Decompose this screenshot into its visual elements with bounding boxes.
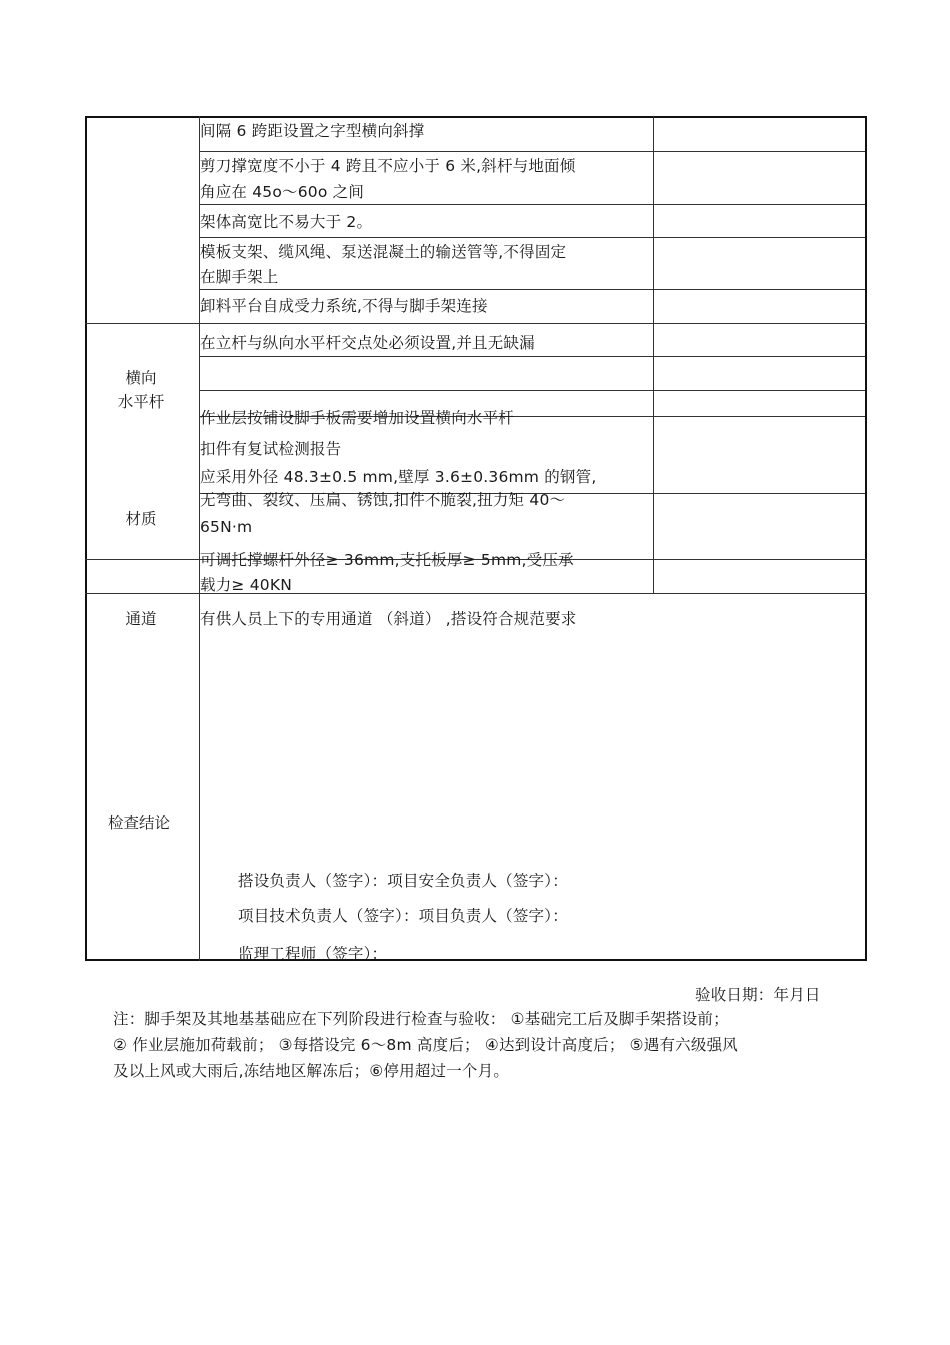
cell-text: 在脚手架上 xyxy=(200,268,279,286)
category-label: 材质 xyxy=(125,510,157,528)
cell-text: 应采用外径 48.3±0.5 mm,壁厚 3.6±0.36mm 的钢管, xyxy=(200,468,597,486)
row-line xyxy=(199,151,865,152)
row-line xyxy=(199,356,865,357)
cell-text: 有供人员上下的专用通道 （斜道） ,搭设符合规范要求 xyxy=(200,610,577,628)
signature-line: 项目技术负责人（签字）：项目负责人（签字）： xyxy=(238,907,568,925)
row-line xyxy=(199,289,865,290)
col-divider-2 xyxy=(653,116,654,594)
note-line: 注：脚手架及其地基基础应在下列阶段进行检查与验收： ①基础完工后及脚手架搭设前； xyxy=(113,1010,729,1028)
table-right-border xyxy=(865,116,867,961)
cell-text: 无弯曲、裂纹、压扁、锈蚀,扣件不脆裂,扭力矩 40～ xyxy=(200,491,566,509)
cell-text: 卸料平台自成受力系统,不得与脚手架连接 xyxy=(200,297,488,315)
cell-text: 扣件有复试检测报告 xyxy=(200,440,342,458)
cell-text: 剪刀撑宽度不小于 4 跨且不应小于 6 米,斜杆与地面倾 xyxy=(200,157,576,175)
cell-text: 模板支架、缆风绳、泵送混凝土的输送管等,不得固定 xyxy=(200,243,567,261)
cell-text: 65N·m xyxy=(200,518,253,536)
acceptance-date: 验收日期：年月日 xyxy=(695,986,821,1004)
cell-text: 架体高宽比不易大于 2。 xyxy=(200,213,373,231)
category-label: 水平杆 xyxy=(117,393,165,411)
table-bottom-border xyxy=(85,959,867,961)
category-label: 横向 xyxy=(125,369,157,387)
cell-text: 间隔 6 跨距设置之字型横向斜撑 xyxy=(200,122,425,140)
signature-line: 搭设负责人（签字）：项目安全负责人（签字）： xyxy=(238,872,568,890)
category-label: 通道 xyxy=(125,610,157,628)
row-line xyxy=(199,237,865,238)
cell-text: 可调托撑螺杆外径≥ 36mm,支托板厚≥ 5mm,受压承 xyxy=(200,551,574,569)
cell-text: 作业层按铺设脚手板需要增加设置横向水平杆 xyxy=(200,409,515,427)
row-line xyxy=(199,390,865,391)
cell-text: 角应在 45o～60o 之间 xyxy=(200,183,365,201)
category-label: 检查结论 xyxy=(107,814,170,832)
cell-text: 载力≥ 40KN xyxy=(200,576,292,594)
row-line xyxy=(85,323,867,324)
signature-line: 监理工程师（签字）： xyxy=(238,945,388,963)
note-line: 及以上风或大雨后,冻结地区解冻后；⑥停用超过一个月。 xyxy=(113,1062,510,1080)
note-line: ② 作业层施加荷载前； ③每搭设完 6～8m 高度后； ④达到设计高度后； ⑤遇有六级强风 xyxy=(113,1036,738,1054)
cell-text: 在立杆与纵向水平杆交点处必须设置,并且无缺漏 xyxy=(200,334,535,352)
